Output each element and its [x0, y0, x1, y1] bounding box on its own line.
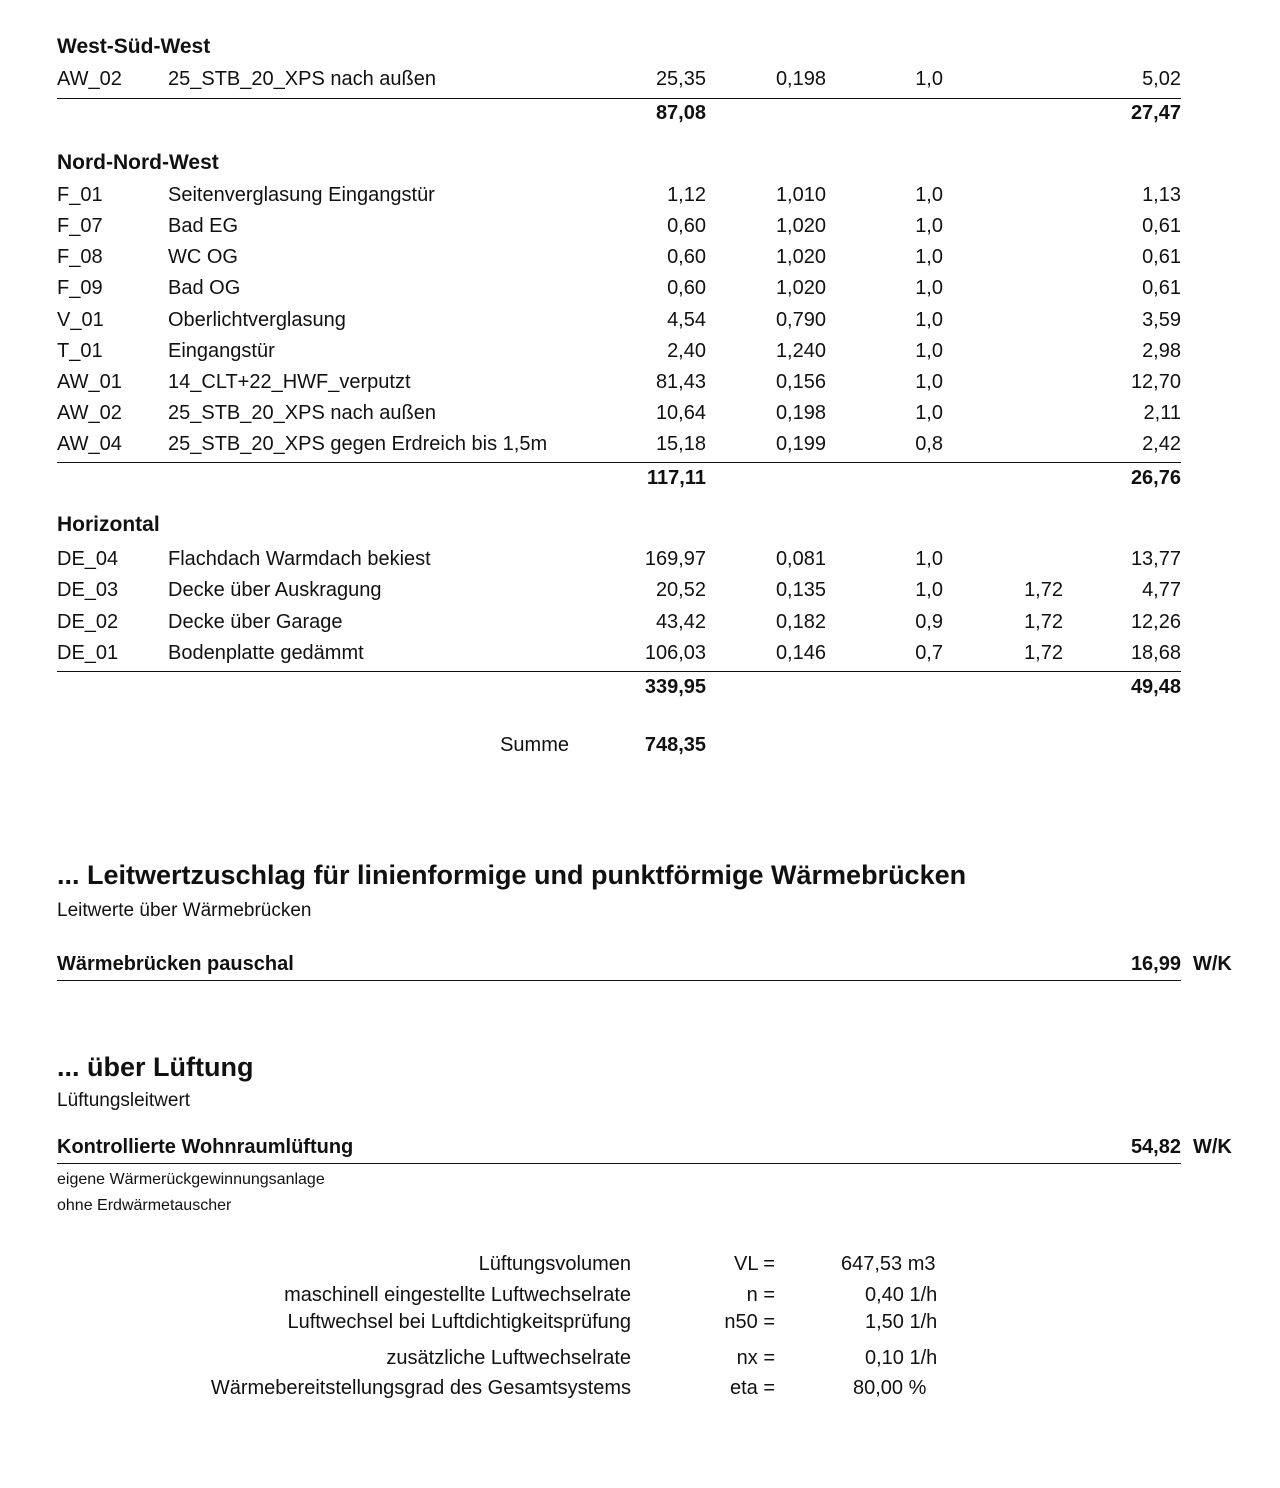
conductance-value: 12,70 [1130, 371, 1181, 393]
u-value: 0,199 [775, 433, 826, 455]
factor-value: 1,0 [915, 340, 943, 362]
factor-value: 0,9 [915, 611, 943, 633]
extra-factor-value: 1,72 [1024, 611, 1063, 633]
table-row [0, 579, 1280, 607]
element-name: 14_CLT+22_HWF_verputzt [168, 371, 411, 393]
table-row [0, 611, 1280, 639]
element-code: F_08 [57, 246, 103, 268]
param-value: 1,50 1/h [865, 1311, 938, 1333]
area-value: 25,35 [655, 68, 706, 90]
ventilation-unit: W/K [1193, 1136, 1232, 1158]
element-code: AW_02 [57, 402, 122, 424]
u-value: 1,240 [775, 340, 826, 362]
param-value: 80,00 % [853, 1377, 927, 1399]
element-name: Bodenplatte gedämmt [168, 642, 364, 664]
subtotal-conductance: 27,47 [1130, 102, 1181, 124]
area-value: 10,64 [655, 402, 706, 424]
element-code: F_01 [57, 184, 103, 206]
area-value: 1,12 [667, 184, 706, 206]
divider [57, 98, 1181, 99]
factor-value: 1,0 [915, 371, 943, 393]
group-title-wsw: West-Süd-West [57, 35, 211, 58]
factor-value: 1,0 [915, 309, 943, 331]
param-value: 0,40 1/h [865, 1284, 938, 1306]
element-name: Eingangstür [168, 340, 275, 362]
u-value: 0,081 [775, 548, 826, 570]
u-value: 0,198 [775, 68, 826, 90]
conductance-value: 3,59 [1142, 309, 1181, 331]
element-name: 25_STB_20_XPS nach außen [168, 68, 436, 90]
element-name: Decke über Auskragung [168, 579, 382, 601]
area-value: 2,40 [667, 340, 706, 362]
element-name: Flachdach Warmdach bekiest [168, 548, 431, 570]
table-row [0, 371, 1280, 399]
u-value: 0,156 [775, 371, 826, 393]
table-row [0, 184, 1280, 212]
extra-factor-value: 1,72 [1024, 642, 1063, 664]
table-row [0, 277, 1280, 305]
element-name: Seitenverglasung Eingangstür [168, 184, 435, 206]
factor-value: 1,0 [915, 402, 943, 424]
factor-value: 0,8 [915, 433, 943, 455]
table-row [0, 68, 1280, 96]
element-code: T_01 [57, 340, 103, 362]
factor-value: 1,0 [915, 579, 943, 601]
conductance-value: 12,26 [1130, 611, 1181, 633]
element-name: Bad OG [168, 277, 241, 299]
thermal-bridge-value: 16,99 [1130, 953, 1181, 975]
grand-total-value: 748,35 [644, 734, 706, 756]
param-label: Luftwechsel bei Luftdichtigkeitsprüfung [287, 1311, 631, 1333]
param-label: zusätzliche Luftwechselrate [386, 1347, 631, 1369]
area-value: 4,54 [667, 309, 706, 331]
area-value: 0,60 [667, 215, 706, 237]
table-row [0, 246, 1280, 274]
param-value: 0,10 1/h [865, 1347, 938, 1369]
element-name: WC OG [168, 246, 238, 268]
element-code: AW_01 [57, 371, 122, 393]
param-label: Wärmebereitstellungsgrad des Gesamtsystems [210, 1377, 631, 1399]
param-value: 647,53 m3 [841, 1253, 936, 1275]
subtotal-conductance: 49,48 [1130, 676, 1181, 698]
subtotal-area: 87,08 [655, 102, 706, 124]
factor-value: 1,0 [915, 246, 943, 268]
element-name: 25_STB_20_XPS nach außen [168, 402, 436, 424]
factor-value: 1,0 [915, 215, 943, 237]
ventilation-label: Kontrollierte Wohnraumlüftung [57, 1136, 354, 1158]
thermal-bridge-unit: W/K [1193, 953, 1232, 975]
factor-value: 1,0 [915, 277, 943, 299]
conductance-value: 0,61 [1142, 277, 1181, 299]
element-name: 25_STB_20_XPS gegen Erdreich bis 1,5m [168, 433, 548, 455]
element-name: Decke über Garage [168, 611, 343, 633]
element-code: DE_04 [57, 548, 119, 570]
element-name: Oberlichtverglasung [168, 309, 346, 331]
param-symbol: nx = [736, 1347, 775, 1369]
factor-value: 0,7 [915, 642, 943, 664]
conductance-value: 4,77 [1142, 579, 1181, 601]
subtotal-row [0, 102, 1280, 130]
subtotal-area: 339,95 [644, 676, 706, 698]
extra-factor-value: 1,72 [1024, 579, 1063, 601]
table-row [0, 309, 1280, 337]
area-value: 169,97 [644, 548, 706, 570]
ventilation-value: 54,82 [1130, 1136, 1181, 1158]
table-row [0, 548, 1280, 576]
conductance-value: 2,11 [1143, 402, 1181, 424]
param-symbol: eta = [729, 1377, 775, 1399]
ventilation-note: eigene Wärmerückgewinnungsanlage [57, 1171, 325, 1188]
subtotal-area: 117,11 [647, 467, 706, 489]
group-title-horizontal: Horizontal [57, 513, 160, 536]
area-value: 81,43 [655, 371, 706, 393]
ventilation-row [0, 1136, 1280, 1164]
section-subtitle: Lüftungsleitwert [57, 1090, 191, 1111]
factor-value: 1,0 [915, 184, 943, 206]
grand-total-label: Summe [500, 734, 569, 756]
factor-value: 1,0 [915, 548, 943, 570]
section-heading-ventilation: ... über Lüftung [57, 1052, 254, 1082]
u-value: 1,020 [775, 246, 826, 268]
table-row [0, 642, 1280, 670]
conductance-value: 0,61 [1142, 215, 1181, 237]
section-heading-thermal-bridges: ... Leitwertzuschlag für linienformige und punktförmige Wärmebrücken [57, 860, 967, 890]
u-value: 0,135 [775, 579, 826, 601]
area-value: 0,60 [667, 277, 706, 299]
element-code: AW_02 [57, 68, 122, 90]
area-value: 43,42 [655, 611, 706, 633]
subtotal-row [0, 467, 1280, 495]
thermal-bridge-row [0, 953, 1280, 981]
thermal-bridge-label: Wärmebrücken pauschal [57, 953, 294, 975]
param-label: maschinell eingestellte Luftwechselrate [284, 1284, 631, 1306]
element-code: DE_03 [57, 579, 119, 601]
divider [57, 980, 1181, 981]
grand-total-row [0, 734, 1280, 762]
subtotal-row [0, 676, 1280, 704]
group-title-nnw: Nord-Nord-West [57, 151, 219, 174]
table-row [0, 340, 1280, 368]
element-code: DE_01 [57, 642, 119, 664]
conductance-value: 2,42 [1142, 433, 1181, 455]
area-value: 0,60 [667, 246, 706, 268]
element-code: V_01 [57, 309, 104, 331]
element-code: F_09 [57, 277, 103, 299]
u-value: 0,146 [775, 642, 826, 664]
factor-value: 1,0 [915, 68, 943, 90]
divider [57, 462, 1181, 463]
area-value: 106,03 [644, 642, 706, 664]
table-row [0, 402, 1280, 430]
u-value: 1,010 [775, 184, 826, 206]
table-row [0, 215, 1280, 243]
element-code: DE_02 [57, 611, 119, 633]
conductance-value: 0,61 [1142, 246, 1181, 268]
table-row [0, 433, 1280, 461]
area-value: 15,18 [655, 433, 706, 455]
conductance-value: 13,77 [1130, 548, 1181, 570]
element-code: F_07 [57, 215, 103, 237]
u-value: 1,020 [775, 277, 826, 299]
subtotal-conductance: 26,76 [1130, 467, 1181, 489]
divider [57, 671, 1181, 672]
conductance-value: 1,13 [1142, 184, 1181, 206]
area-value: 20,52 [655, 579, 706, 601]
element-name: Bad EG [168, 215, 239, 237]
section-subtitle: Leitwerte über Wärmebrücken [57, 900, 312, 921]
param-symbol: n = [746, 1284, 775, 1306]
element-code: AW_04 [57, 433, 122, 455]
param-symbol: VL = [734, 1253, 775, 1275]
conductance-value: 2,98 [1142, 340, 1181, 362]
u-value: 0,182 [775, 611, 826, 633]
ventilation-note: ohne Erdwärmetauscher [57, 1197, 232, 1214]
divider [57, 1163, 1181, 1164]
conductance-value: 5,02 [1142, 68, 1181, 90]
u-value: 0,198 [775, 402, 826, 424]
u-value: 0,790 [775, 309, 826, 331]
param-symbol: n50 = [724, 1311, 775, 1333]
param-label: Lüftungsvolumen [478, 1253, 631, 1275]
u-value: 1,020 [775, 215, 826, 237]
conductance-value: 18,68 [1130, 642, 1181, 664]
